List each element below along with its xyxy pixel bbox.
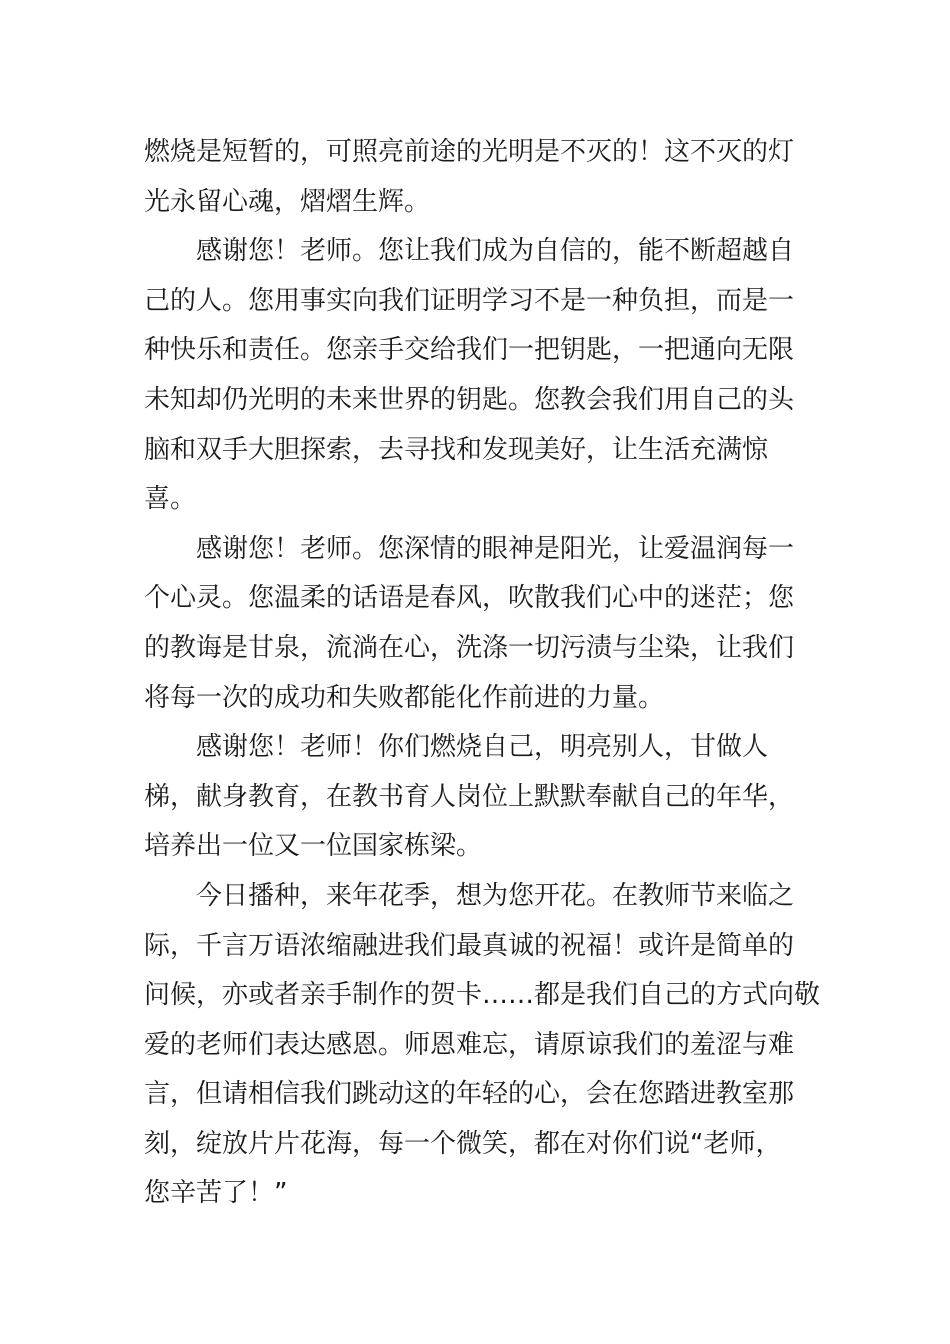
- paragraph-line: 问候，亦或者亲手制作的贺卡……都是我们自己的方式向敬: [144, 980, 821, 1011]
- paragraph-start-line: 今日播种，来年花季，想为您开花。在教师节来临之: [196, 880, 795, 911]
- paragraph-line: 培养出一位又一位国家栋梁。: [144, 831, 483, 862]
- paragraph-line: 言，但请相信我们跳动这的年轻的心，会在您踏进教室那: [144, 1079, 795, 1110]
- paragraph-start-line: 感谢您！老师。您让我们成为自信的，能不断超越自: [196, 236, 795, 267]
- paragraph-line: 际，千言万语浓缩融进我们最真诚的祝福！或许是简单的: [144, 930, 795, 961]
- paragraph-line: 梯，献身教育，在教书育人岗位上默默奉献自己的年华，: [144, 781, 795, 812]
- paragraph-line: 光永留心魂，熠熠生辉。: [144, 186, 431, 217]
- paragraph-start-line: 感谢您！老师。您深情的眼神是阳光，让爱温润每一: [196, 533, 795, 564]
- paragraph-line: 己的人。您用事实向我们证明学习不是一种负担，而是一: [144, 285, 795, 316]
- paragraph-line: 未知却仍光明的未来世界的钥匙。您教会我们用自己的头: [144, 384, 795, 415]
- paragraph-line: 刻，绽放片片花海，每一个微笑，都在对你们说“老师，: [144, 1128, 782, 1159]
- paragraph-line: 您辛苦了！”: [144, 1178, 288, 1209]
- paragraph-line: 的教诲是甘泉，流淌在心，洗涤一切污渍与尘染，让我们: [144, 632, 795, 663]
- paragraph-line: 将每一次的成功和失败都能化作前进的力量。: [144, 682, 665, 713]
- paragraph-line: 爱的老师们表达感恩。师恩难忘，请原谅我们的羞涩与难: [144, 1029, 795, 1060]
- paragraph-line: 种快乐和责任。您亲手交给我们一把钥匙，一把通向无限: [144, 335, 795, 366]
- paragraph-line: 喜。: [144, 484, 197, 515]
- paragraph-line: 燃烧是短暂的，可照亮前途的光明是不灭的！这不灭的灯: [144, 137, 795, 167]
- document-body: [144, 128, 821, 1219]
- paragraph-line: 脑和双手大胆探索，去寻找和发现美好，让生活充满惊: [144, 434, 769, 465]
- paragraph-line: 个心灵。您温柔的话语是春风，吹散我们心中的迷茫；您: [144, 583, 795, 614]
- paragraph-start-line: 感谢您！老师！你们燃烧自己，明亮别人，甘做人: [196, 732, 769, 763]
